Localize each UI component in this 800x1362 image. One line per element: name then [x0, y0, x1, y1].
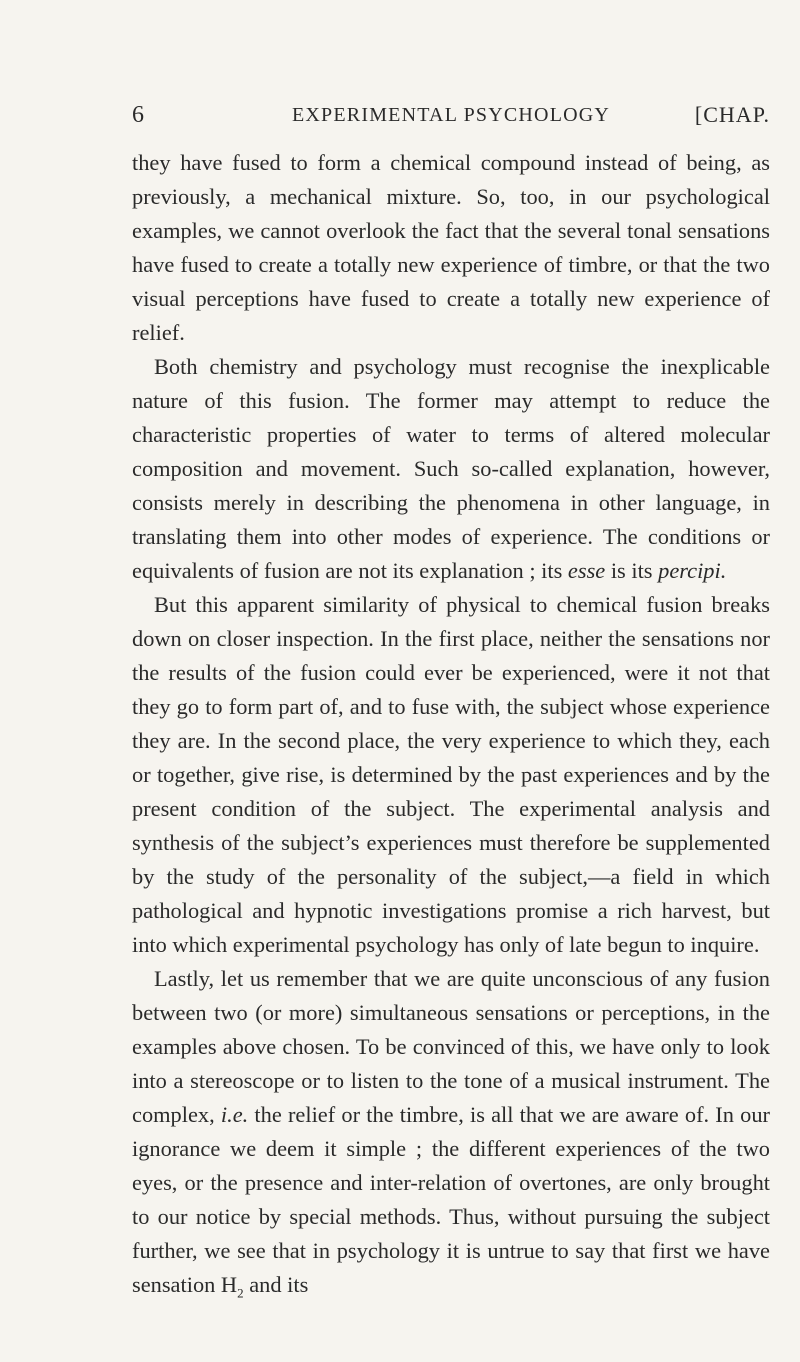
paragraph — [132, 350, 770, 588]
running-head — [132, 102, 770, 132]
italic-text: i.e. — [220, 1102, 249, 1127]
page-number: 6 — [132, 102, 144, 128]
body-text — [132, 146, 770, 1302]
paragraph — [132, 146, 770, 350]
italic-text: percipi. — [658, 558, 727, 583]
text-run: they have fused to form a chemical compound instead of being, as previously, a mechanical mixture. So, too, in our psychological examples, we cannot overlook the fact that the several tonal sensations have fused to create a totally new experience of timbre, or that the two visual perceptions have fused to create a totally new experience of relief. — [132, 150, 770, 345]
text-run: But this apparent similarity of physical to chemical fusion breaks down on closer inspection. In the first place, neither the sensations nor the results of the fusion could ever be experienced, were it not that they go to form part of, and to fuse with, the subject whose experience they are. In the second place, the very experience to which they, each or together, give rise, is determined by the past experiences and by the present condition of the subject. The experimental analysis and synthesis of the subject’s experiences must therefore be supplemented by the study of the personality of the subject,—a field in which pathological and hypnotic investigations promise a rich harvest, but into which experimental psychology has only of late begun to inquire. — [132, 592, 770, 957]
text-run: and its — [243, 1272, 309, 1297]
text-run: is its — [605, 558, 659, 583]
text-run: Lastly, let us remember that we are quite unconscious of any fusion between two (or more) simultaneous sensations or perceptions, in the examples above chosen. To be convinced of this, we have only to look into a stereoscope or to listen to the tone of a musical instrument. The complex, — [132, 966, 770, 1127]
chapter-label: [CHAP. — [694, 102, 770, 127]
italic-text: esse — [567, 558, 606, 583]
text-run: Both chemistry and psychology must recognise the inexplicable nature of this fusion. The former may attempt to reduce the characteristic properties of water to terms of altered molecular composition and movement. Such so-called explanation, however, consists merely in describing the phenomena in other language, in translating them into other modes of experience. The conditions or equivalents of fusion are not its explanation ; its — [132, 354, 770, 583]
paragraph — [132, 962, 770, 1302]
subscript: 2 — [237, 1285, 244, 1301]
running-title: EXPERIMENTAL PSYCHOLOGY — [292, 104, 611, 126]
paragraph — [132, 588, 770, 962]
text-run: the relief or the timbre, is all that we are aware of. In our ignorance we deem it simple ; the different experiences of the two eyes, or the presence and inter-relation of overtones, are only brought to our notice by special methods. Thus, without pursuing the subject further, we see that in psychology it is untrue to say that first we have sensation H — [132, 1102, 770, 1297]
